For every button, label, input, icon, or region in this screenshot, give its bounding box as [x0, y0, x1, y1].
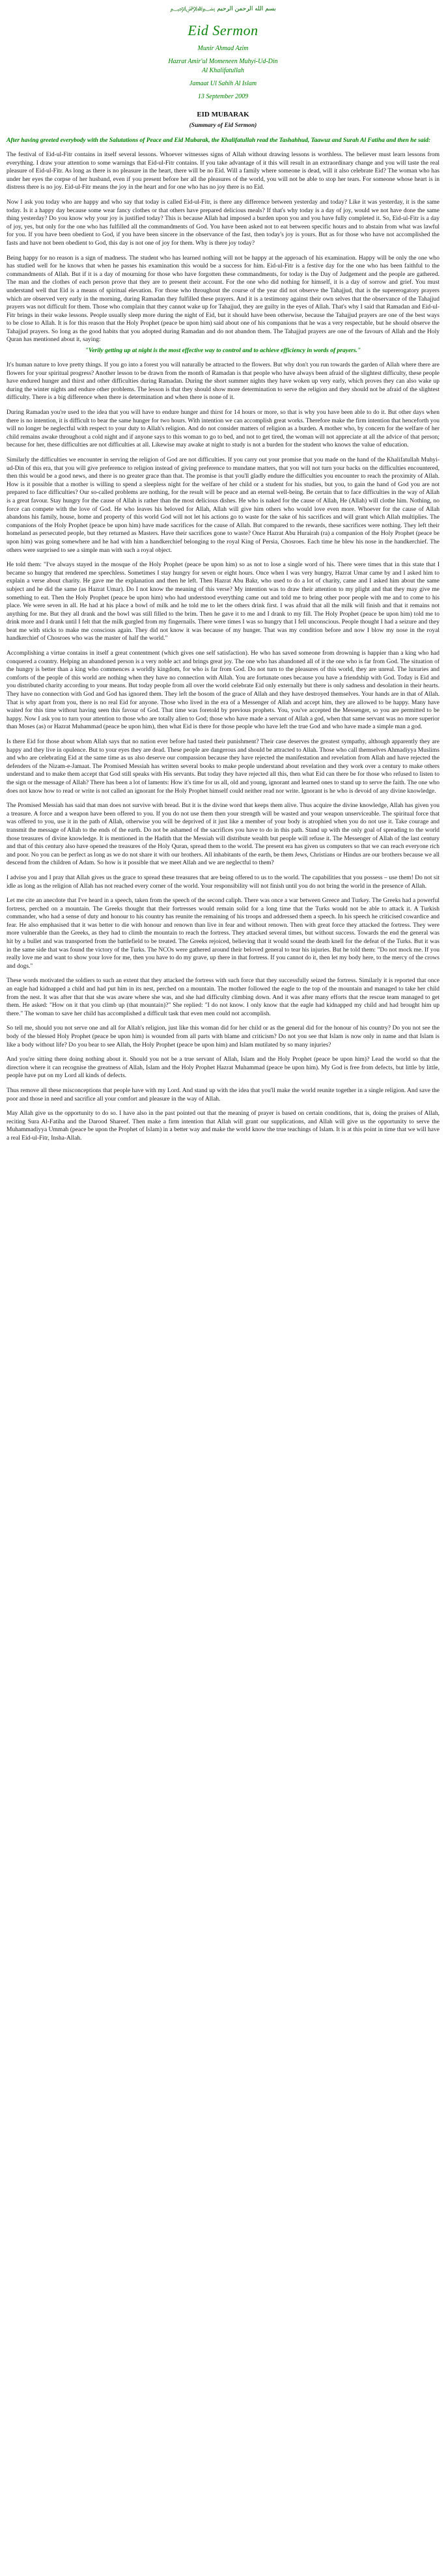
paragraph: It's human nature to love pretty things. If you go into a forest you will naturally be attracted to the flowers. But why don't you run towards the garden of Allah where there are flowers for your spiritual progress? Another lesson to be drawn from the month of Ramadan is that people who have always been afraid of the slightest difficulty, these people have endured hunger and thirst and other difficulties during Ramadan. During the short summer nights they have woken up very early, which proves they can also wake up during the winter nights and endure other problems. The lesson is that they should show more determination to serve the religion and they should not be afraid of the slightest difficulty. There is a big difference when there is determination and when there is none of it. [7, 362, 439, 402]
paragraph: The festival of Eid-ul-Fitr contains in itself several lessons. Whoever witnesses signs of Allah without drawing lessons is worthless. The believer must learn lessons from everything. I draw your attention to some warnings that Eid-ul-Fitr contains. If you take advantage of it this will result in an extraordinary change and you will taste the real pleasure of Eid-ul-Fitr. As long as there is no pleasure in the heart, there will be no Eid. Will a family where someone is dead, will it also celebrate Eid? The woman who has under her eyes the corpse of her husband, even if you present before her all the pleasures of the world, you will not be able to stop her tears. For someone whose heart is in distress there is no joy. Eid-ul-Fitr means the joy in the heart and for one who has no joy there is no Eid. [7, 152, 439, 191]
paragraph: Accomplishing a virtue contains in itself a great contentment (which gives one self satisfaction). He who has saved someone from drowning is happier than a king who had conquered a country. Helping an abandoned person is a very noble act and brings great joy. The one who has abandoned all of it the one who is far from God. The situation of the hungry is better than a king who commences a worldly kingdom, for who is far from God. Do not turn to the pleasures of this world, they are unreal. The luxuries and comforts of the people of this world are nothing when they have no connection with Allah. You are fortunate ones because you have a friendship with God. Today is Eid and you distributed charity according to your means. But today people from all over the world celebrate Eid only externally but there is only sadness and desolation in their hearts. They have no connection with God and God has ignored them. They left the bosom of the grace of Allah and they have destroyed themselves. Your hands are in that of Allah. That is why apart from you, there is no real Eid for anyone. Those who lived in the era of a Messenger of Allah and accept him, they are allowed to be happy. Many have waited for this time without having seen this favour of God. That time was foretold by previous prophets. You, you've accepted the Messenger, so you are permitted to be happy. Now I ask you to turn your attention to those who are totally alien to God; those who have made a servant of Allah a god, when that same servant was no more superior than Moses (as) or Hazrat Muhammad (peace be upon him), then what Eid is there for those people who have left the true God and who have made a simple man a god. [7, 650, 439, 731]
paragraph: Let me cite an anecdote that I've heard in a speech, taken from the speech of the second caliph. There was once a war between Greece and Turkey. The Greeks had a powerful fortress, perched on a mountain. The Greeks thought that their fortresses would remain solid for a long time that the Turks would not be able to attack it. A Turkish commander, who had a sense of duty and honour to his country has reunite the remaining of his troops and addressed them a speech. In his speech he criticised cowardice and fear. He also emphasised that it was better to die with honour and renown than live in fear and without renown. Then with great force they attacked the fortress. They were more vulnerable than the Greeks, as they had to climb the mountain to reach the fortress. They attacked several times, but without success. Towards the end the general was hit by a bullet and was transported from the battlefield to be treated. The Greeks rejoiced, believing that it would sound the death knell for the defeat of the Turks. But it was in the same side that was found the victory of the Turks. The NCOs were gathered around their beloved general to tear his injuries. But he told them: "Do not mock me. If you really love me and want to show your love for me, then you have to do my grave, up there in that fortress. If you cannot do it, then let my body here, to the mercy of the crows and dogs." [7, 897, 439, 970]
paragraph: During Ramadan you're used to the idea that you will have to endure hunger and thirst for 14 hours or more, so that is why you have been able to do it. But other days when there is no intention, it is difficult to bear the same hunger for two hours. With intention we can accomplish great works. Therefore make the firm intention that henceforth you will no longer be neglectful with respect to your duty to Allah's religion. And do not consider matters of religion as a burden. A mother who, by concern for the welfare of her child remains awake throughout a cold night and if anyone says to this woman to go to bed, and not to get tired, the woman will not appreciate at all the advice of that person; because for her, these difficulties are not difficulties at all. Likewise may awake at night to study is not a burden for the student who knows the value of education. [7, 409, 439, 449]
quran-quote: "Verily getting up at night is the most effective way to control and to achieve efficiency in words of prayers." [85, 348, 361, 355]
author-title-line2: Al Khalifatullah [202, 67, 244, 74]
author-name: Munir Ahmad Azim [197, 45, 249, 52]
paragraph: Thus remove all these misconceptions that people have with my Lord. And stand up with the idea that you'll make the world reunite together in a single religion. And save the poor and those in need and sacrifice all your comfort and pleasure in the way of Allah. [7, 1087, 439, 1103]
paragraph: Similarly the difficulties we encounter in serving the religion of God are not difficulties. If you carry out your promise that you made on the hand of the Khalifatullah Muhyi-ud-Din of this era, that you will give preference to religion instead of giving preference to mundane matters, that you will not turn your backs on the difficulties encountered, then this would be a good news, and there is no greater grace than that. The promise is that you'll gladly endure the difficulties you encounter to reach the proximity of Allah. How is it possible that a mother is willing to spend a sleepless night for the welfare of her child or a student for his studies, but you, to gain the hand of God you are not prepared to face difficulties? Our so-called problems are nothing, for the result will be peace and an eternal well-being. Be certain that to face difficulties in the way of Allah is a great favour. Stay hungry for the cause of Allah is rather than the most delicious dishes. He who is naked for the cause of Allah, He (Allah) will clothe him. Nothing, no force can compete with the love of God. He who leaves his beloved for Allah, Allah will give him others who would love even more. Whoever for the cause of Allah abandons his family, house, home and property of this world God will not let his actions go to waste for the sake of his sacrifices and will grant which Allah multiplies. The companions of the Holy Prophet (peace be upon him) have made sacrifices for the cause of Allah. But compared to the rewards, these sacrifices were nothing. They left their homeland as persecuted people, but they returned as Masters. Have their sacrifices gone to waste? Once Hazrat Abu Hurairah (ra) a companion of the Holy Prophet (peace be upon him) was going somewhere and he had with him a handkerchief belonging to the royal King of Persia, Chosroes. Each time he blew his nose in the handkerchief. The others were surprised to see a simple man with such a royal object. [7, 457, 439, 554]
paragraph: So tell me, should you not serve one and all for Allah's religion, just like this woman did for her child or as the general did for the honour of his country? Do you not see the body of the blessed Holy Prophet (peace be upon him) is wounded from all parts with blame and criticism? Do not you see that Islam is now only in name and that Islam is like a body without life? Do you bear to see Allah, the Holy Prophet (peace be upon him) and Islam mutilated by so many injuries? [7, 1025, 439, 1048]
bismillah: ﷽ بسم الله الرحمن الرحيم [170, 6, 276, 12]
paragraph: Is there Eid for those about whom Allah says that no nation ever before had tasted their punishment? Their case deserves the greatest sympathy, although apparently they are happy and they live in opulence. But to your eyes they are dead. These people are dangerous and should be attracted to Allah. Those who call themselves Ahmadiyya Muslims and who are celebrating Eid at the same time as us also deserve our compassion because they have rejected the manifestation and revelation from Allah and have rejected the defenders of the Nizam-e-Jamaat. The Promised Messiah has written several books to make people understand about revelation and they work over a century to make others understand and to make them accept that God still speaks with His servants. But today they have rejected all this, then what Eid can there be for those who refused to listen to the sign or the message of Allah? There has been a lot of laments: How it's time for us all, old and young, ignorant and learned ones to stand up to serve the faith. The one who does not know how to read or write is not called an ignorant for the Holy Prophet himself could neither read nor write. Ignorant is he who is devoid of any divine knowledge. [7, 739, 439, 795]
paragraph: I advise you and I pray that Allah gives us the grace to spread these treasures that are being offered to us to the world. The capabilities that you possess – use them! Do not sit idle as long as the religion of Allah has not reached every corner of the world. Your responsibility will not finish until you do not bring the world in the presence of Allah. [7, 874, 439, 890]
summary-subtitle: (Summary of Eid Sermon) [189, 122, 257, 129]
paragraph: Being happy for no reason is a sign of madness. The student who has learned nothing will not be happy at the approach of his examination. Happy will be only the one who has studied well for he knows that when he passes his examination this would be a success for him. Eid-ul-Fitr is a festive day for the one who has been faithful to the commandments of Allah. But if it is a day of mourning for those who have forgotten these commandments, for today is the Day of Judgement and the people are gathered. The man and the clothes of each person prove that they are to present their account. For the one who did nothing for himself, it is a day of sorrow and grief. You must understand well that Eid is a means of spiritual elevation. For those who throughout the course of the year did not observe the Tahajjud, that is the supererogatory prayers which are observed very early in the morning, during Ramadan they fulfilled these prayers. And it is a testimony against their own selves that the observance of the Tahajjud prayers was not difficult for them. Those who complain that they cannot wake up for Tahajjud, they are guilty in the eyes of Allah. That's why I said that Ramadan and Eid-ul-Fitr brings in their wake lessons. People usually sleep more during the night of Eid, but it should have been otherwise, because the Tahajjud prayers are one of the best ways to be close to Allah. It is for this reason that the Holy Prophet (peace be upon him) said about one of his companions that he was a very respectable, but he should observe the Tahajjud prayers. So long as the good habits that you adopted during Ramadan and do not abandon them. The Tahajjud prayers are one of the favours of Allah and the Holy Quran has mentioned about it, saying: [7, 254, 439, 344]
author-title-line1: Hazrat Amir'ul Momeneen Muhyi-Ud-Din [168, 58, 278, 65]
paragraph: And you're sitting there doing nothing about it. Should you not be a true servant of Allah, Islam and the Holy Prophet (peace be upon him)? Lead the world so that the direction where it can recognise the greatness of Allah, Islam and the Holy Prophet Hazrat Muhammad (peace be upon him). My God is free from defects, but little by little, people have put on my Lord all kinds of defects. [7, 1056, 439, 1080]
paragraph: Now I ask you today who are happy and who say that today is called Eid-ul-Fitr, is there any difference between yesterday and today? Like it was yesterday, it is the same today. Is it a happy day because some wear fancy clothes or that others have prepared delicious meals? If that's why today is a day of joy, would we not have done the same thing yesterday? Do you know why your joy is justified today? This is because Allah had imposed a burden upon you and you have fully completed it. So, Eid-ul-Fitr is a day of joy, yes, but only for the one who has fulfilled all the commandments of God. You have been asked not to eat between specific hours and to abstain from what was lawful for you. If you have been obedient to God, if you have been sincere in the observance of the fast, then today's joy is yours. But as for those who have not accomplished the fasts and have not been obedient to God, this day is not one of joy for them. Why is there joy today? [7, 199, 439, 247]
intro-paragraph: After having greeted everybody with the Salutations of Peace and Eid Mubarak, the Khalifatullah read the Tashahhud, Taawuz and Surah Al Fatiha and then he said: [7, 137, 431, 144]
paragraph: He told them: "I've always stayed in the mosque of the Holy Prophet (peace be upon him) so as not to lose a single word of his. There were times that in this state that I became so hungry that rendered me speechless. Sometimes I stay hungry for seven or eight hours. Once when I was very hungry, Hazrat Umar came by and I asked him to explain a verse about charity. He gave me the explanation and then he left. Then Hazrat Abu Bakr, who used to do a lot of charity, came and I asked him about the same subject and he did the same (as Hazrat Umar). Do I not know the meaning of this verse? My intention was to draw their attention to my plight and that they may give me something to eat. Then the Holy Prophet (peace be upon him) who had understood everything came out and told me to bring other poor people with me and to come to his place. We were seven in all. He had at his place a bowl of milk and he told me to let the others drink first. I was afraid that all the milk will finish and that it remains not anything for me. But they all drank and the bowl was still filled to the brim. Then he gave it to me and I drank to my fill. The Holy Prophet (peace be upon him) told me to drink more and I drank until I felt that the milk gurgled from my fingernails. There were times I was so hungry that I fell unconscious. People thought I had a seizure and they beat me with sticks to make me conscious again. They did not know it was because of my hunger. That was my condition before and now I blow my nose in the royal handkerchief of Chosroes who was the master of half the world." [7, 562, 439, 642]
paragraph: May Allah give us the opportunity to do so. I have also in the past pointed out that the meaning of prayer is based on certain conditions, that is, doing the praises of Allah, reciting Sura Al-Fatiha and the Darood Shareef. Then make a firm intention that Allah will grant our supplications, and Allah will give us the opportunity to serve the Muhammadiyya Ummah (peace be upon the Prophet of Islam) in a better way and make the world know the true teachings of Islam. It is at this point in time that we will have a real Eid-ul-Fitr, Insha-Allah. [7, 1110, 439, 1142]
date: 13 September 2009 [197, 93, 249, 100]
location: Jamaat Ul Sahih Al Islam [189, 80, 257, 87]
paragraph: The Promised Messiah has said that man does not survive with bread. But it is the divine word that keeps them alive. Thus acquire the divine knowledge, Allah has given you a treasure. A force and a weapon have been offered to you. If you do not use them then your strength will be wasted and your weapon unserviceable. The spiritual force that was offered to you, use it in the path of Allah, otherwise you will be deprived of it just like a member of your body is atrophied when you do not use it. Take courage and transmit the message of Allah to the ends of the earth. Do not be ashamed of the sacrifices you have to do in this path. Stand up with the only goal of spreading to the world those treasures of divine knowledge. It is mentioned in the Hadith that the Messiah will distribute wealth but people will refuse it. The Messenger of Allah of the last century and that of this century also have opened the treasures of the Holy Quran, spread them to the world. The present era has given us computers so that we can reach everyone rich and poor. No you can be perfect as long as we do not share it with our brothers. All inhabitants of the earth, be them Jews, Christians or Hindus are our brothers because we all descend from the children of Adam. So how is it possible that we meet Allah and we are neglectful to them? [7, 802, 439, 867]
paragraph: These words motivated the soldiers to such an extent that they attacked the fortress with such force that they successfully seized the fortress. Similarly it is reported that once an eagle had kidnapped a child and had put him in its nest, perched on a mountain. The mother followed the eagle to the top of the mountain and managed to take her child from the nest. It was after that that she was aware where she was, and she had difficulty climbing down. And it was after many efforts that the rescue team managed to get them. He asked: "How on it that you climb up (that mountain)?" She replied: "I do not know. I only know that the eagle had kidnapped my child and had brought him up there." The woman to save her child has accomplished a difficult task that even men could not accomplish. [7, 978, 439, 1017]
byline [7, 44, 439, 102]
eid-heading: EID MUBARAK [197, 111, 249, 118]
page-title: Eid Sermon [188, 22, 258, 38]
author-title [7, 57, 439, 75]
